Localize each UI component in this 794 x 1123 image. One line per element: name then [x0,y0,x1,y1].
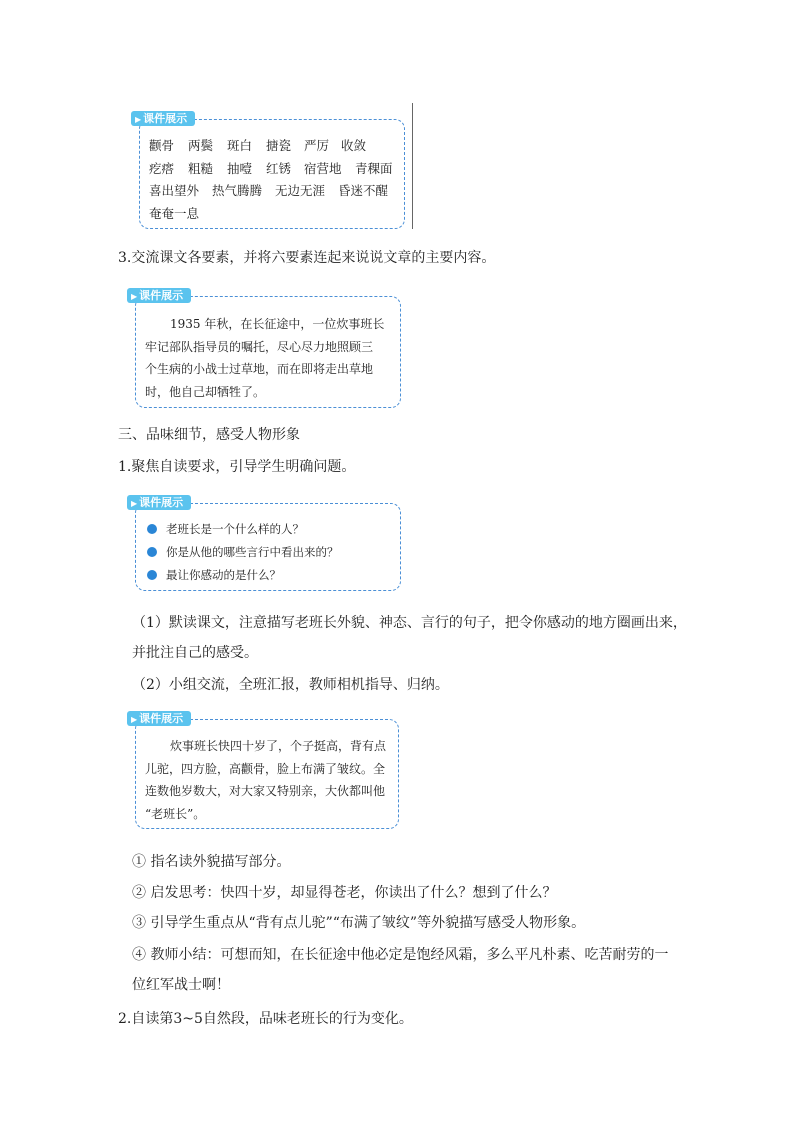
question-item: 最让你感动的是什么？ [147,565,281,585]
vocab-word: 两鬓 [188,138,214,153]
vocab-row [149,180,393,203]
vocab-word: 无边无涯 [275,183,326,198]
courseware-tag: ▶ 课件展示 [127,288,191,303]
vocab-word: 收敛 [341,138,367,153]
step-2: 2.自读第3~5自然段，品味老班长的行为变化。 [118,1011,413,1027]
vocab-word: 斑白 [227,138,253,153]
vocab-list [149,135,393,225]
play-triangle-icon: ▶ [131,499,138,508]
bullet-icon [147,547,157,557]
task-1-line-2: 并批注自己的感受。 [132,645,258,661]
courseware-tag: ▶ 课件展示 [127,711,191,726]
vocab-word: 抽噎 [227,160,253,176]
courseware-tag: ▶ 课件展示 [131,111,195,126]
vocab-row [149,135,393,158]
point-2: ② 启发思考：快四十岁，却显得苍老，你读出了什么？想到了什么？ [132,885,557,901]
vocab-word: 青稞面 [355,160,393,176]
vocab-word: 红锈 [266,160,292,176]
courseware-tag: ▶ 课件展示 [127,495,191,510]
point-4: ④ 教师小结：可想而知，在长征途中他必定是饱经风霜，多么平凡朴素、吃苦耐劳的一 [132,947,669,963]
question-item: 你是从他的哪些言行中看出来的？ [147,542,339,562]
play-triangle-icon: ▶ [135,115,142,124]
vocab-word: 疙瘩 [149,160,175,176]
summary-text: 1935 年秋，在长征途中，一位炊事班长 牢记部队指导员的嘱托，尽心尽力地照顾三 个生病的小战士过草地，而在即将走出草地 时，他自己却牺牲了。 [145,317,385,399]
vocab-word: 奄奄一息 [149,205,200,221]
point-1: ① 指名读外貌描写部分。 [132,854,291,870]
question-item: 老班长是一个什么样的人？ [147,519,304,539]
excerpt-text: 炊事班长快四十岁了，个子挺高，背有点 儿驼，四方脸，高颧骨，脸上布满了皱纹。全 连数他岁数大，对大家又特别亲，大伙都叫他 “老班长”。 [145,739,387,821]
play-triangle-icon: ▶ [131,292,138,301]
vocab-word: 颧骨 [149,138,175,153]
vocab-word: 搪瓷 [266,138,292,153]
vocab-word: 昏迷不醒 [338,183,389,198]
point-4-cont: 位红军战士啊！ [132,977,230,993]
margin-line [412,103,413,229]
section-heading: 三、品味细节，感受人物形象 [118,427,300,443]
vocab-word: 喜出望外 [149,183,200,198]
task-1-line-1: （1）默读课文，注意描写老班长外貌、神态、言行的句子，把令你感动的地方圈画出来， [132,615,687,631]
step-1: 1.聚焦自读要求，引导学生明确问题。 [118,459,356,475]
vocab-word: 粗糙 [188,160,214,176]
task-2: （2）小组交流，全班汇报，教师相机指导、归纳。 [132,677,449,693]
vocab-word: 严厉 [304,138,330,153]
vocab-word: 热气腾腾 [212,183,263,198]
vocab-row [149,158,393,181]
play-triangle-icon: ▶ [131,715,138,724]
point-3: ③ 引导学生重点从“背有点儿驼”“布满了皱纹”等外貌描写感受人物形象。 [132,915,586,931]
step-3: 3.交流课文各要素，并将六要素连起来说说文章的主要内容。 [118,250,496,266]
vocab-row [149,203,393,226]
bullet-icon [147,524,157,534]
vocab-word: 宿营地 [304,160,342,176]
bullet-icon [147,570,157,580]
